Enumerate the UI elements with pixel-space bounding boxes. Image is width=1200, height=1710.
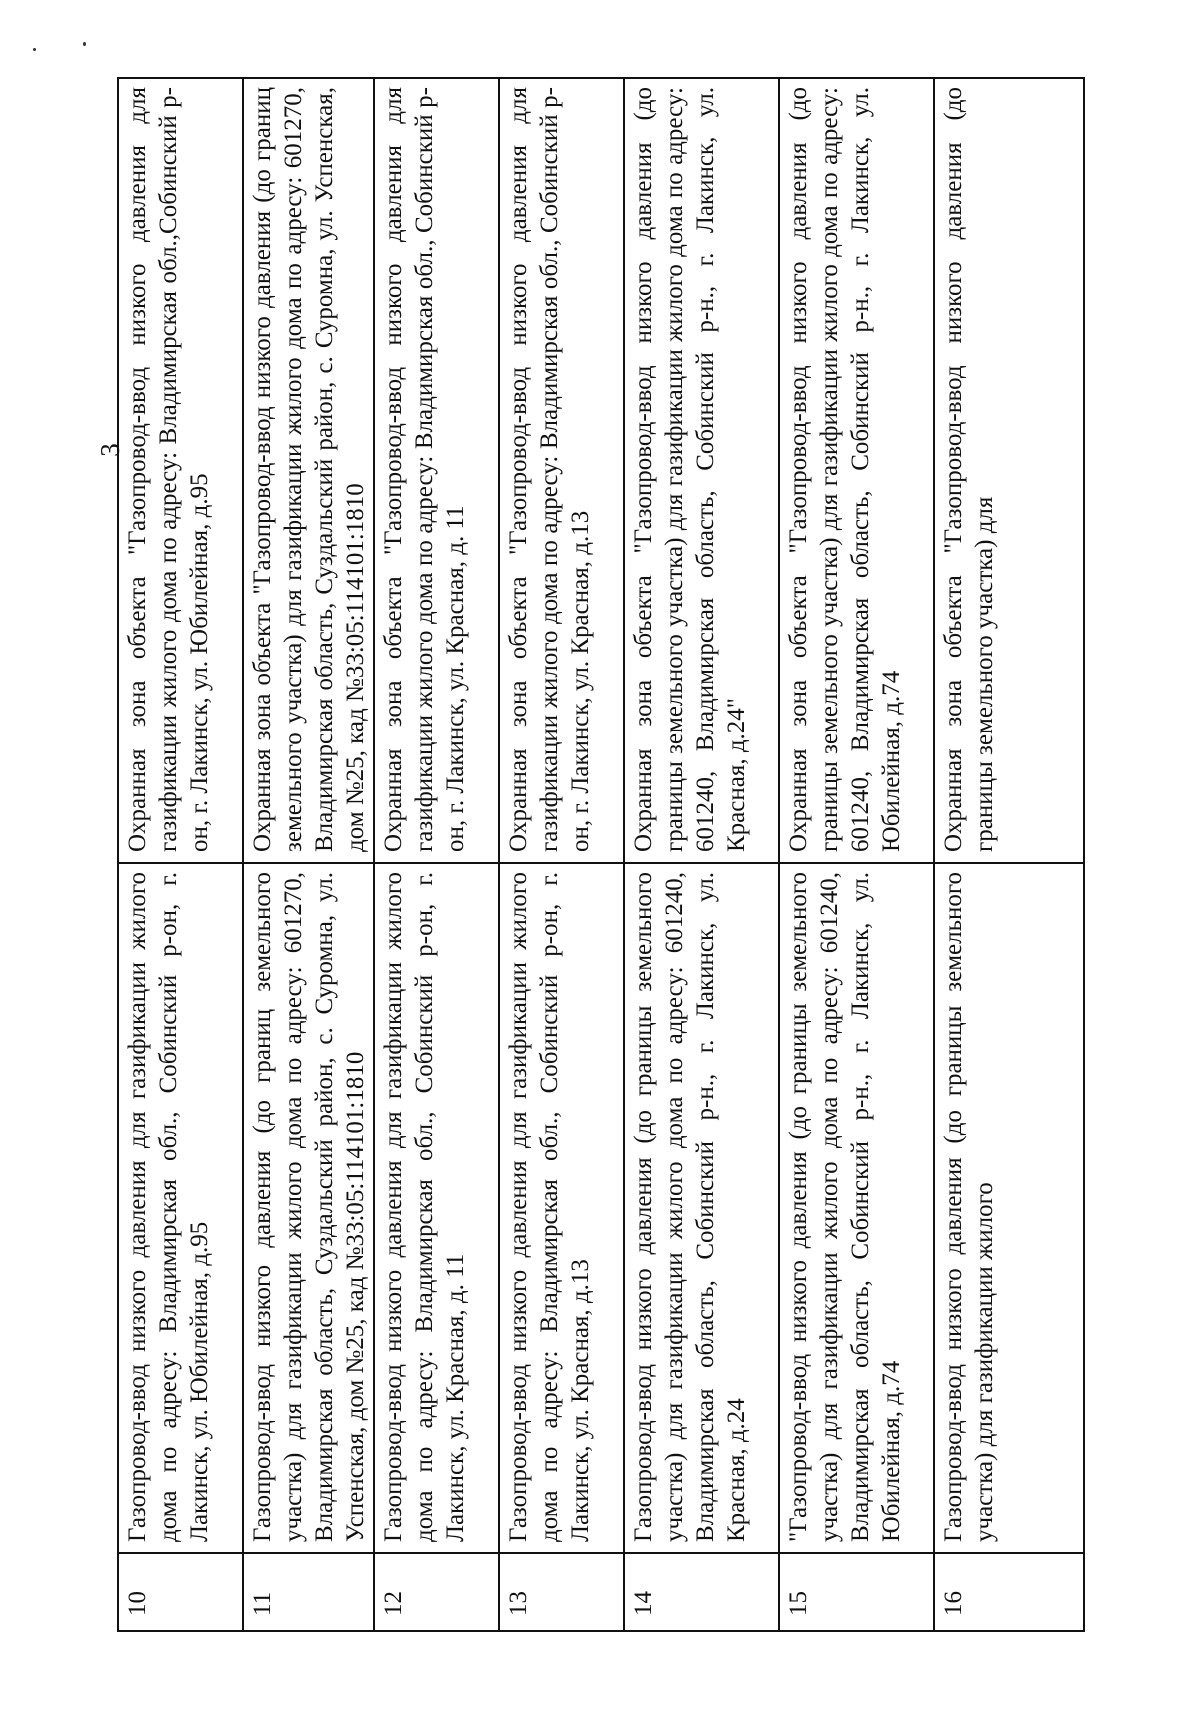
table-row (118, 78, 243, 1631)
objects-table (117, 77, 1085, 1632)
row-number: 16 (934, 1553, 1084, 1631)
zone-cell: Охранная зона объекта "Газопровод-ввод низкого давления (до границы земельного участка) для газификации жилого дома по адресу: 601240, Владимирская область, Собинский р-н., г. Лакинск, ул. Красная, д.24" (624, 78, 779, 863)
object-cell: Газопровод-ввод низкого давления для газификации жилого дома по адресу: Владимирская обл., Собинский р-он, г. Лакинск, ул. Красная, д. 11 (374, 863, 499, 1553)
object-cell: Газопровод-ввод низкого давления (до границы земельного участка) для газификации жилого дома по адресу: 601240, Владимирская область, Собинский р-н., г. Лакинск, ул. Красная, д.24 (624, 863, 779, 1553)
zone-cell: Охранная зона объекта "Газопровод-ввод низкого давления (до границ земельного участка) для газификации жилого дома по адресу: 601270, Владимирская область, Суздальский район, с. Суромна, ул. Успенская, дом №25, кад №33:05:114101:1810 (243, 78, 374, 863)
zone-cell: Охранная зона объекта "Газопровод-ввод низкого давления для газификации жилого дома по адресу: Владимирская обл.,Собинский р-он, г. Лакинск, ул. Юбилейная, д.95 (118, 78, 243, 863)
gas-pipeline-table (117, 77, 1077, 1632)
row-number: 15 (779, 1553, 934, 1631)
table-row (243, 78, 374, 1631)
table-row (374, 78, 499, 1631)
object-cell: "Газопровод-ввод низкого давления (до границы земельного участка) для газификации жилого дома по адресу: 601240, Владимирская область, Собинский р-н., г. Лакинск, ул. Юбилейная, д.74 (779, 863, 934, 1553)
zone-cell: Охранная зона объекта "Газопровод-ввод низкого давления (до границы земельного участка) для (934, 78, 1084, 863)
object-cell: Газопровод-ввод низкого давления для газификации жилого дома по адресу: Владимирская обл., Собинский р-он, г. Лакинск, ул. Юбилейная, д.95 (118, 863, 243, 1553)
zone-cell: Охранная зона объекта "Газопровод-ввод низкого давления (до границы земельного участка) для газификации жилого дома по адресу: 601240, Владимирская область, Собинский р-н., г. Лакинск, ул. Юбилейная, д.74 (779, 78, 934, 863)
row-number: 13 (499, 1553, 624, 1631)
table-row (499, 78, 624, 1631)
table-row (624, 78, 779, 1631)
table-row (934, 78, 1084, 1631)
zone-cell: Охранная зона объекта "Газопровод-ввод низкого давления для газификации жилого дома по адресу: Владимирская обл., Собинский р-он, г. Лакинск, ул. Красная, д.13 (499, 78, 624, 863)
page-number: 3 (95, 443, 125, 457)
row-number: 12 (374, 1553, 499, 1631)
row-number: 10 (118, 1553, 243, 1631)
scan-speck (83, 42, 86, 46)
object-cell: Газопровод-ввод низкого давления (до границ земельного участка) для газификации жилого дома по адресу: 601270, Владимирская область, Суздальский район, с. Суромна, ул. Успенская, дом №25, кад №33:05:114101:1810 (243, 863, 374, 1553)
row-number: 11 (243, 1553, 374, 1631)
object-cell: Газопровод-ввод низкого давления (до границы земельного участка) для газификации жилого (934, 863, 1084, 1553)
table-row (779, 78, 934, 1631)
object-cell: Газопровод-ввод низкого давления для газификации жилого дома по адресу: Владимирская обл., Собинский р-он, г. Лакинск, ул. Красная, д.13 (499, 863, 624, 1553)
scan-speck (33, 48, 36, 51)
row-number: 14 (624, 1553, 779, 1631)
zone-cell: Охранная зона объекта "Газопровод-ввод низкого давления для газификации жилого дома по адресу: Владимирская обл., Собинский р-он, г. Лакинск, ул. Красная, д. 11 (374, 78, 499, 863)
